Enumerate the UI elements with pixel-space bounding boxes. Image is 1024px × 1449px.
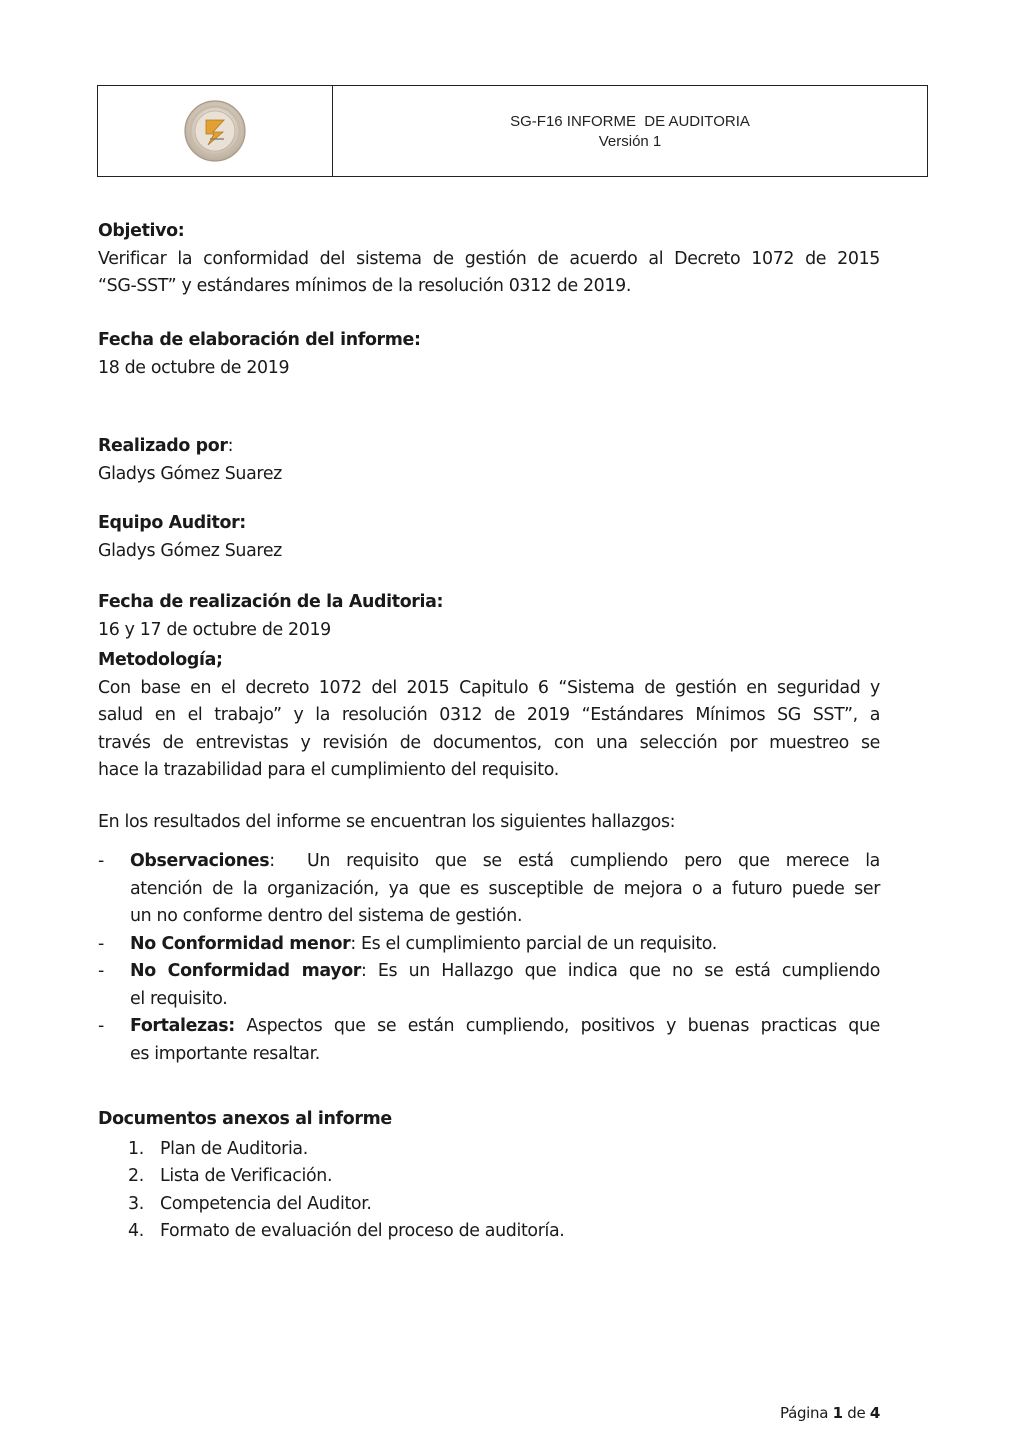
documento-item [98,1218,880,1246]
hallazgo-fortalezas-line-1 [130,1013,880,1041]
documento-text: Plan de Auditoria. [160,1138,308,1159]
bullet-dash-icon: - [98,851,104,871]
footer-prefix: Página [780,1404,833,1422]
fecha-elaboracion-value: 18 de octubre de 2019 [98,357,290,378]
section-realizado-por [98,433,880,488]
document-header-table [97,85,928,177]
documento-number: 1. [128,1138,144,1159]
hallazgos-intro [98,809,880,837]
metodologia-line-1: Con base en el decreto 1072 del 2015 Capitulo 6 “Sistema de gestión en seguridad y [98,677,880,698]
hallazgo-fortalezas-line-2: es importante resaltar. [130,1043,320,1064]
hallazgo-no-conformidad-mayor-line-1 [130,958,880,986]
documento-text: Lista de Verificación. [160,1166,333,1186]
hallazgo-observaciones-line-2: atención de la organización, ya que es susceptible de mejora o a futuro puede ser [130,878,880,899]
hallazgo-text: Un requisito que se está cumpliendo pero que merece la [274,851,880,871]
documento-item [98,1191,880,1219]
objetivo-heading: Objetivo: [98,221,185,241]
documento-number: 3. [128,1193,144,1214]
section-fecha-realizacion [98,589,880,644]
hallazgo-term: Fortalezas: [130,1016,235,1036]
hallazgo-fortalezas [98,1013,880,1068]
footer-current-page: 1 [832,1404,843,1422]
document-code-title: SG-F16 INFORME DE AUDITORIA [510,113,750,130]
hallazgo-observaciones [98,848,880,931]
realizado-por-heading: Realizado por [98,436,228,456]
section-metodologia [98,647,880,785]
fecha-elaboracion-heading: Fecha de elaboración del informe: [98,330,421,350]
documento-item [98,1163,880,1191]
section-documentos-anexos [98,1106,880,1246]
realizado-por-colon: : [227,436,234,456]
documentos-heading: Documentos anexos al informe [98,1109,392,1129]
hallazgo-text: Aspectos que se están cumpliendo, positivos y buenas practicas que [234,1016,880,1036]
company-seal-logo-icon [183,99,247,163]
fecha-realizacion-heading: Fecha de realización de la Auditoria: [98,592,444,612]
page-number-footer [600,1404,880,1422]
hallazgo-term: No Conformidad menor [130,933,351,954]
hallazgo-text: Es un Hallazgo que indica que no se está cumpliendo [366,961,881,981]
hallazgo-no-conformidad-mayor [98,958,880,1013]
hallazgo-sep: : [269,851,275,871]
hallazgo-no-conformidad-menor-line-1 [130,931,880,959]
documento-text: Competencia del Auditor. [160,1193,372,1214]
hallazgo-sep: : [361,961,367,981]
metodologia-line-2: salud en el trabajo” y la resolución 0312 de 2019 “Estándares Mínimos SG SST”, a [98,705,880,725]
footer-total-pages: 4 [869,1404,880,1422]
bullet-dash-icon: - [98,933,104,954]
metodologia-line-3: través de entrevistas y revisión de documentos, con una selección por muestreo se [98,732,880,753]
objetivo-line-2: “SG-SST” y estándares mínimos de la resolución 0312 de 2019. [98,276,632,296]
equipo-auditor-heading: Equipo Auditor: [98,513,246,533]
header-logo-cell [98,86,333,176]
section-fecha-elaboracion [98,327,880,382]
objetivo-line-1: Verificar la conformidad del sistema de gestión de acuerdo al Decreto 1072 de 2015 [98,248,880,269]
hallazgo-sep: : [350,933,356,954]
metodologia-line-4: hace la trazabilidad para el cumplimiento del requisito. [98,760,559,780]
section-equipo-auditor [98,510,880,565]
bullet-dash-icon: - [98,961,104,981]
equipo-auditor-value: Gladys Gómez Suarez [98,540,282,561]
documento-item [98,1136,880,1164]
hallazgos-intro-text: En los resultados del informe se encuentran los siguientes hallazgos: [98,812,676,832]
hallazgo-term: No Conformidad mayor [130,961,362,981]
documento-number: 4. [128,1221,144,1241]
section-objetivo [98,218,880,301]
hallazgo-text: Es el cumplimiento parcial de un requisito. [355,933,717,954]
bullet-dash-icon: - [98,1016,104,1036]
hallazgo-no-conformidad-mayor-line-2: el requisito. [130,988,228,1009]
header-title-cell [333,86,927,176]
hallazgo-observaciones-line-3: un no conforme dentro del sistema de gestión. [130,906,523,926]
metodologia-heading: Metodología; [98,650,223,670]
hallazgo-term: Observaciones [130,851,270,871]
document-version: Versión 1 [598,133,662,150]
realizado-por-value: Gladys Gómez Suarez [98,463,282,484]
documento-text: Formato de evaluación del proceso de auditoría. [160,1221,565,1241]
hallazgo-observaciones-line-1 [130,848,880,876]
documento-number: 2. [128,1166,144,1186]
footer-middle: de [842,1404,870,1422]
fecha-realizacion-value: 16 y 17 de octubre de 2019 [98,619,331,640]
hallazgo-no-conformidad-menor [98,931,880,959]
hallazgos-list [98,848,880,1068]
